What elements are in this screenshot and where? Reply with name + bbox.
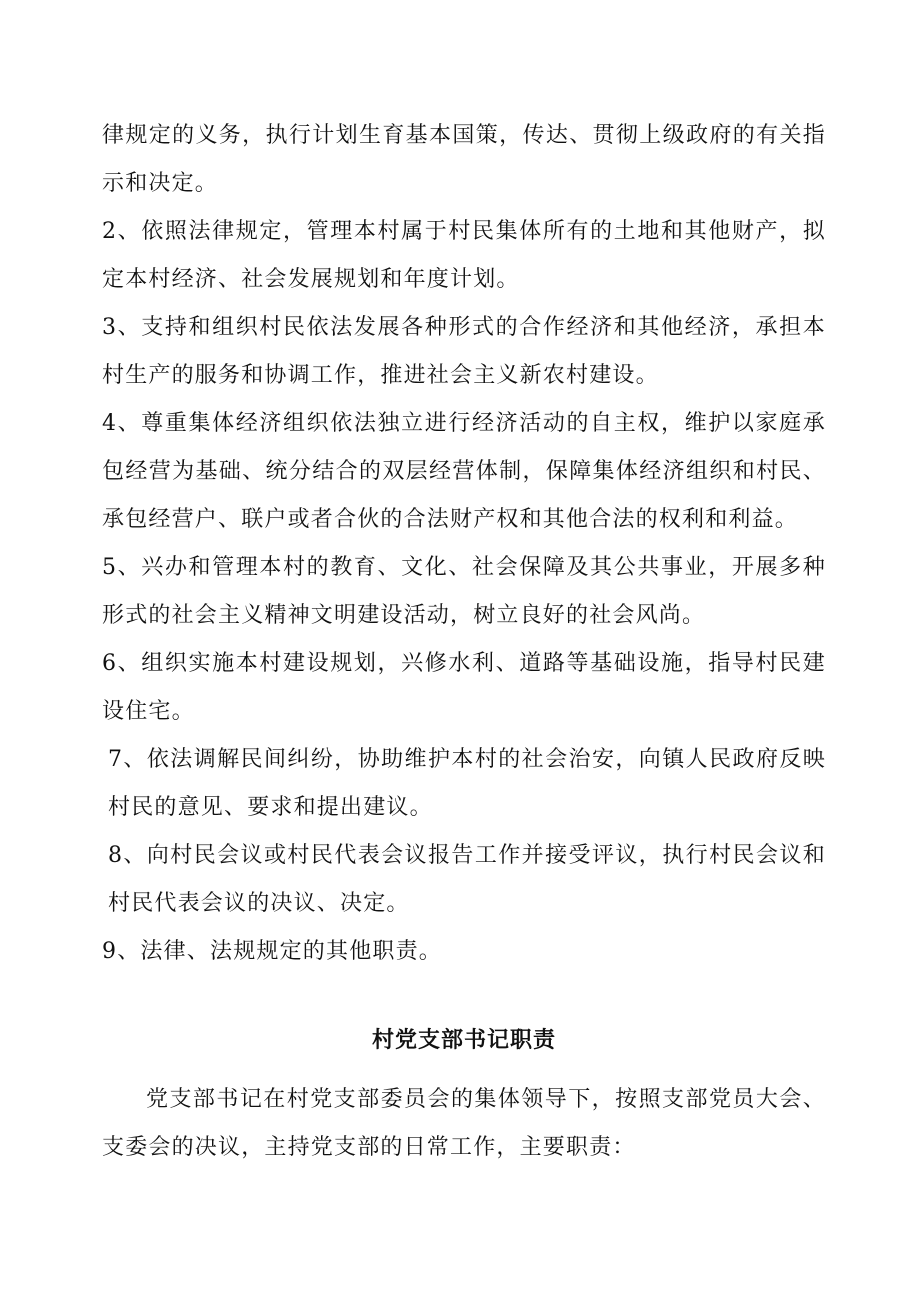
paragraph-item-8: 8、向村民会议或村民代表会议报告工作并接受评议，执行村民会议和村民代表会议的决议、决定。 [108, 843, 826, 916]
document-page [102, 112, 826, 1172]
section-heading: 村党支部书记职责 [371, 1027, 556, 1053]
paragraph-item-2: 2、依照法律规定，管理本村属于村民集体所有的土地和其他财产，拟定本村经济、社会发展规划和年度计划。 [102, 219, 826, 292]
paragraph-item-7: 7、依法调解民间纠纷，协助维护本村的社会治安，向镇人民政府反映村民的意见、要求和提出建议。 [108, 747, 826, 820]
paragraph-continuation: 律规定的义务，执行计划生育基本国策，传达、贯彻上级政府的有关指示和决定。 [102, 123, 826, 196]
paragraph-item-3: 3、支持和组织村民依法发展各种形式的合作经济和其他经济，承担本村生产的服务和协调工作，推进社会主义新农村建设。 [102, 315, 826, 388]
intro-paragraph: 党支部书记在村党支部委员会的集体领导下，按照支部党员大会、支委会的决议，主持党支部的日常工作，主要职责： [102, 1087, 826, 1160]
paragraph-item-6: 6、组织实施本村建设规划，兴修水利、道路等基础设施，指导村民建设住宅。 [102, 651, 826, 724]
paragraph-item-4: 4、尊重集体经济组织依法独立进行经济活动的自主权，维护以家庭承包经营为基础、统分结合的双层经营体制，保障集体经济组织和村民、承包经营户、联户或者合伙的合法财产权和其他合法的权利和利益。 [102, 411, 826, 532]
paragraph-item-9: 9、法律、法规规定的其他职责。 [102, 939, 442, 964]
paragraph-item-5: 5、兴办和管理本村的教育、文化、社会保障及其公共事业，开展多种形式的社会主义精神文明建设活动，树立良好的社会风尚。 [102, 555, 826, 628]
